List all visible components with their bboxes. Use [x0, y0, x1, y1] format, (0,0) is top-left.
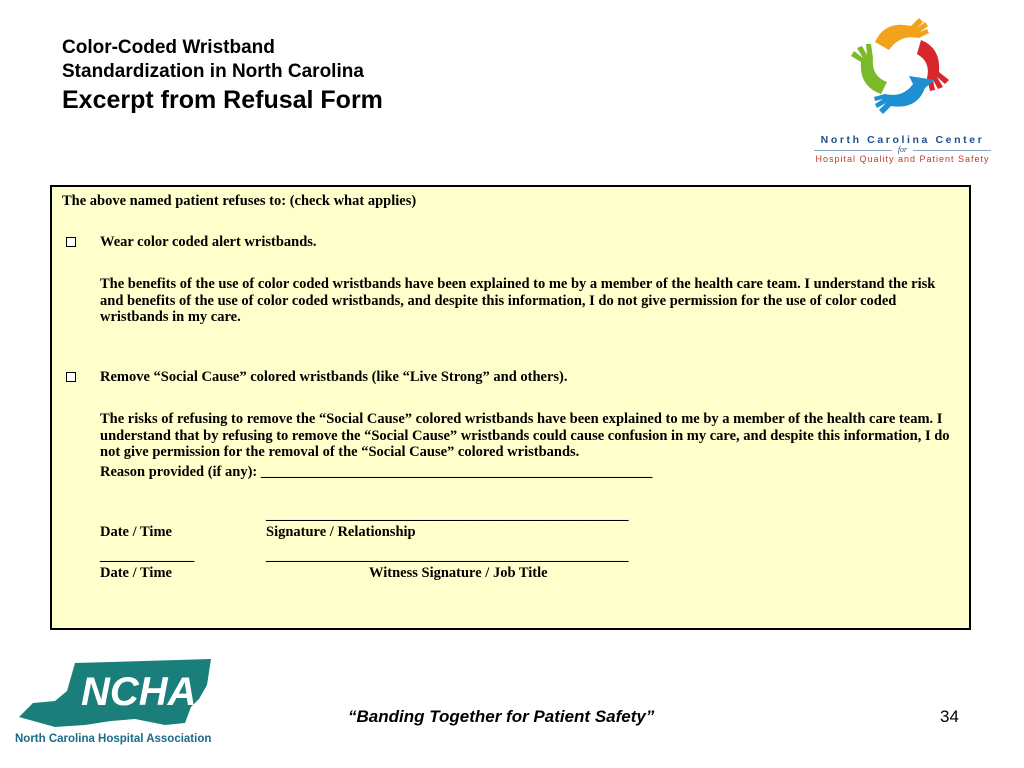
date-time-label-1: Date / Time: [100, 524, 172, 540]
option2-text: The risks of refusing to remove the “Social Cause” colored wristbands have been explained to me by a member of the health care team. I understand that by refusing to remove the “Social Cause” wristbands could cause confusion in my care, and despite this information, I do not give permission for the removal of the “Social Cause” colored wristbands.: [100, 411, 950, 460]
title-line-2: Standardization in North Carolina: [62, 61, 364, 82]
checkbox-remove-social-cause[interactable]: [66, 372, 76, 382]
signature-line-1: __________________________________________________: [266, 507, 629, 523]
date-blank-line: _____________: [100, 548, 195, 564]
page-number: 34: [940, 707, 959, 726]
slide-title-block: [62, 36, 383, 116]
page-title: Excerpt from Refusal Form: [62, 86, 383, 114]
nc-center-logo-text: [800, 134, 1005, 164]
option1-text: The benefits of the use of color coded wristbands have been explained to me by a member of the health care team. I understand the risk and benefits of the use of color coded wristbands, and despite this information, I do not give permission for the use of color coded wristbands in my care.: [100, 276, 936, 325]
logo-subtitle: Hospital Quality and Patient Safety: [815, 154, 990, 164]
option1-label: Wear color coded alert wristbands.: [100, 234, 317, 250]
ncha-letters: [81, 670, 197, 714]
ncha-org-name: North Carolina Hospital Association: [15, 733, 212, 745]
witness-signature-label: Witness Signature / Job Title: [369, 565, 548, 581]
title-line-1: Color-Coded Wristband: [62, 37, 275, 58]
signature-line-2: __________________________________________________: [266, 548, 629, 564]
checkbox-wear-wristbands[interactable]: [66, 237, 76, 247]
option2-label: Remove “Social Cause” colored wristbands (like “Live Strong” and others).: [100, 369, 568, 385]
refusal-form-box: [50, 185, 971, 630]
green-hand-icon: [851, 44, 887, 94]
reason-provided: Reason provided (if any): ______________________________________________________: [100, 464, 653, 480]
form-intro: The above named patient refuses to: (check what applies): [62, 193, 417, 209]
ncha-logo-lettering: NCHA: [81, 670, 197, 714]
logo-org-name: North Carolina Center: [820, 134, 985, 146]
signature-relationship-label: Signature / Relationship: [266, 524, 416, 540]
nc-center-hands-logo-icon: [845, 14, 957, 124]
date-time-label-2: Date / Time: [100, 565, 172, 581]
logo-for: for: [800, 146, 1005, 154]
footer-slogan: “Banding Together for Patient Safety”: [348, 707, 655, 726]
